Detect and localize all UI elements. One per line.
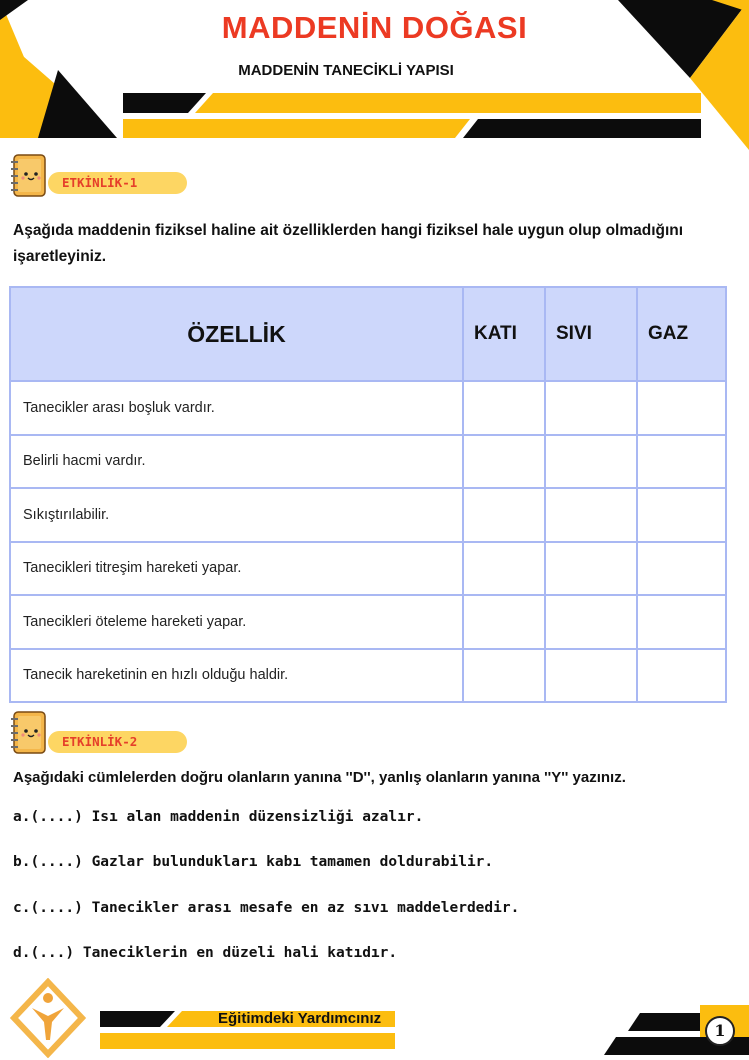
table-row [10, 488, 726, 542]
solid-answer-cell[interactable] [463, 488, 545, 542]
solid-answer-cell[interactable] [463, 381, 545, 435]
table-row [10, 542, 726, 596]
liquid-answer-cell[interactable] [545, 435, 637, 489]
liquid-answer-cell[interactable] [545, 649, 637, 703]
table-header-row [10, 287, 726, 381]
page-title: MADDENİN DOĞASI [221, 10, 528, 45]
page-subtitle: MADDENİN TANECİKLİ YAPISI [238, 62, 454, 79]
header-property: ÖZELLİK [10, 287, 463, 381]
property-cell: Belirli hacmi vardır. [10, 435, 463, 489]
statement-item-b: b.(....) Gazlar bulundukları kabı tamamen doldurabilir. [13, 854, 494, 870]
statement-item-d: d.(...) Taneciklerin en düzeli hali katıdır. [13, 945, 398, 961]
person-diamond-logo [8, 978, 90, 1058]
table-row [10, 381, 726, 435]
liquid-answer-cell[interactable] [545, 381, 637, 435]
properties-table [9, 286, 727, 703]
notebook-icon [8, 153, 48, 199]
table-row [10, 595, 726, 649]
page-number: 1 [705, 1016, 735, 1046]
liquid-answer-cell[interactable] [545, 488, 637, 542]
activity2-label: ETKİNLİK-2 [48, 731, 187, 753]
activity1-instruction: Aşağıda maddenin fiziksel haline ait özelliklerden hangi fiziksel hale uygun olup olmadığını işaretleyiniz. [13, 222, 684, 265]
gas-answer-cell[interactable] [637, 435, 726, 489]
gas-answer-cell[interactable] [637, 649, 726, 703]
gas-answer-cell[interactable] [637, 542, 726, 596]
property-cell: Tanecik hareketinin en hızlı olduğu haldir. [10, 649, 463, 703]
statement-item-c: c.(....) Tanecikler arası mesafe en az sıvı maddelerdedir. [13, 900, 520, 916]
property-cell: Tanecikleri öteleme hareketi yapar. [10, 595, 463, 649]
gas-answer-cell[interactable] [637, 381, 726, 435]
liquid-answer-cell[interactable] [545, 542, 637, 596]
footer-text: Eğitimdeki Yardımcınız [218, 1010, 382, 1027]
liquid-answer-cell[interactable] [545, 595, 637, 649]
header-liquid: SIVI [545, 287, 637, 381]
property-cell: Tanecikler arası boşluk vardır. [10, 381, 463, 435]
solid-answer-cell[interactable] [463, 435, 545, 489]
activity1-label: ETKİNLİK-1 [48, 172, 187, 194]
solid-answer-cell[interactable] [463, 595, 545, 649]
property-cell: Tanecikleri titreşim hareketi yapar. [10, 542, 463, 596]
notebook-icon [8, 710, 48, 756]
header-solid: KATI [463, 287, 545, 381]
header-gas: GAZ [637, 287, 726, 381]
solid-answer-cell[interactable] [463, 542, 545, 596]
activity2-instruction: Aşağıdaki cümlelerden doğru olanların yanına ''D'', yanlış olanların yanına ''Y'' yazınız. [13, 769, 626, 786]
table-row [10, 649, 726, 703]
gas-answer-cell[interactable] [637, 595, 726, 649]
gas-answer-cell[interactable] [637, 488, 726, 542]
table-row [10, 435, 726, 489]
property-cell: Sıkıştırılabilir. [10, 488, 463, 542]
solid-answer-cell[interactable] [463, 649, 545, 703]
statement-item-a: a.(....) Isı alan maddenin düzensizliği azalır. [13, 809, 424, 825]
